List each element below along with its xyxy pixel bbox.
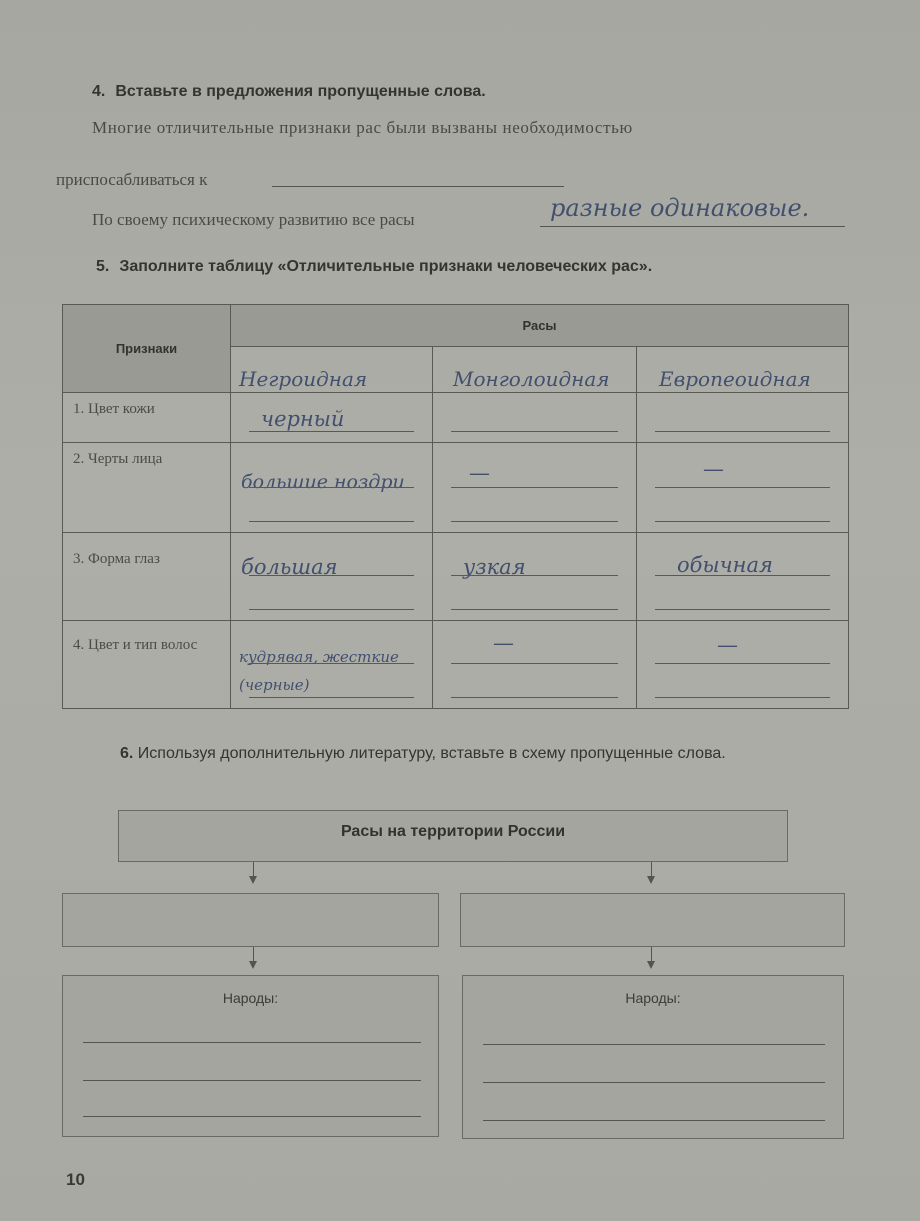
row-label-eyes: 3. Форма глаз [63,533,231,621]
race-name-cell-3[interactable] [637,347,849,393]
race-name-cell-2[interactable] [433,347,637,393]
value-hair-3: — [717,633,738,657]
race-name-2: Монголоидная [453,367,610,391]
scheme-top-box-label: Расы на территории России [340,823,566,840]
race-traits-table [62,304,849,709]
value-face-3: — [703,457,724,481]
cell-skin-2[interactable] [433,393,637,443]
left-peoples-line-1[interactable] [83,1042,421,1043]
row-label-hair: 4. Цвет и тип волос [63,621,231,709]
header-races: Расы [231,305,849,347]
exercise-4-sentence-2: По своему психическому развитию все расы [92,210,415,229]
right-peoples-line-3[interactable] [483,1120,825,1121]
header-signs: Признаки [63,305,231,393]
right-peoples-label: Народы: [625,990,681,1006]
cell-face-1[interactable] [231,443,433,533]
cell-hair-3[interactable] [637,621,849,709]
value-skin-1: черный [261,407,345,431]
exercise-4-sentence-1-end: приспосабливаться к [56,170,208,189]
scheme-top-box[interactable] [118,810,788,862]
cell-hair-2[interactable] [433,621,637,709]
right-peoples-line-2[interactable] [483,1082,825,1083]
exercise-4-title: 4. Вставьте в предложения пропущенные слова. [92,83,486,100]
cell-eyes-1[interactable] [231,533,433,621]
exercise-5-title: 5. Заполните таблицу «Отличительные признаки человеческих рас». [96,258,653,275]
arrow-down-icon [647,961,655,969]
value-eyes-2: узкая [463,555,526,579]
cell-face-3[interactable] [637,443,849,533]
cell-face-2[interactable] [433,443,637,533]
exercise-4-sentence-1: Многие отличительные признаки рас были вызваны необходимостью [92,118,633,137]
left-peoples-line-2[interactable] [83,1080,421,1081]
race-name-1: Негроидная [239,367,368,391]
arrow-down-icon [249,876,257,884]
cell-skin-3[interactable] [637,393,849,443]
value-hair-1: кудрявая, жесткие (черные) [239,648,399,694]
scheme-left-peoples-box [62,975,439,1137]
scheme-right-race-box[interactable] [460,893,845,947]
cell-eyes-2[interactable] [433,533,637,621]
value-face-1: большие ноздри [241,471,405,493]
left-peoples-label: Народы: [222,990,279,1006]
right-peoples-line-1[interactable] [483,1044,825,1045]
value-face-2: — [469,461,490,485]
left-peoples-line-3[interactable] [83,1116,421,1117]
scheme-right-peoples-box [462,975,844,1139]
race-name-cell-1[interactable] [231,347,433,393]
scheme-left-race-box[interactable] [62,893,439,947]
race-name-3: Европеоидная [659,367,811,391]
value-eyes-3: обычная [677,553,773,577]
row-label-skin-color: 1. Цвет кожи [63,393,231,443]
page-number: 10 [66,1170,85,1189]
answer-line-2[interactable] [540,226,845,227]
value-hair-2: — [493,631,514,655]
exercise-6-title: 6. Используя дополнительную литературу, вставьте в схему пропущенные слова. [120,745,726,762]
value-eyes-1: большая [241,555,338,579]
handwritten-answer-2: разные одинаковые. [550,194,810,222]
cell-skin-1[interactable] [231,393,433,443]
cell-eyes-3[interactable] [637,533,849,621]
arrow-down-icon [647,876,655,884]
row-label-face: 2. Черты лица [63,443,231,533]
arrow-down-icon [249,961,257,969]
answer-line-1[interactable] [272,186,564,187]
cell-hair-1[interactable] [231,621,433,709]
